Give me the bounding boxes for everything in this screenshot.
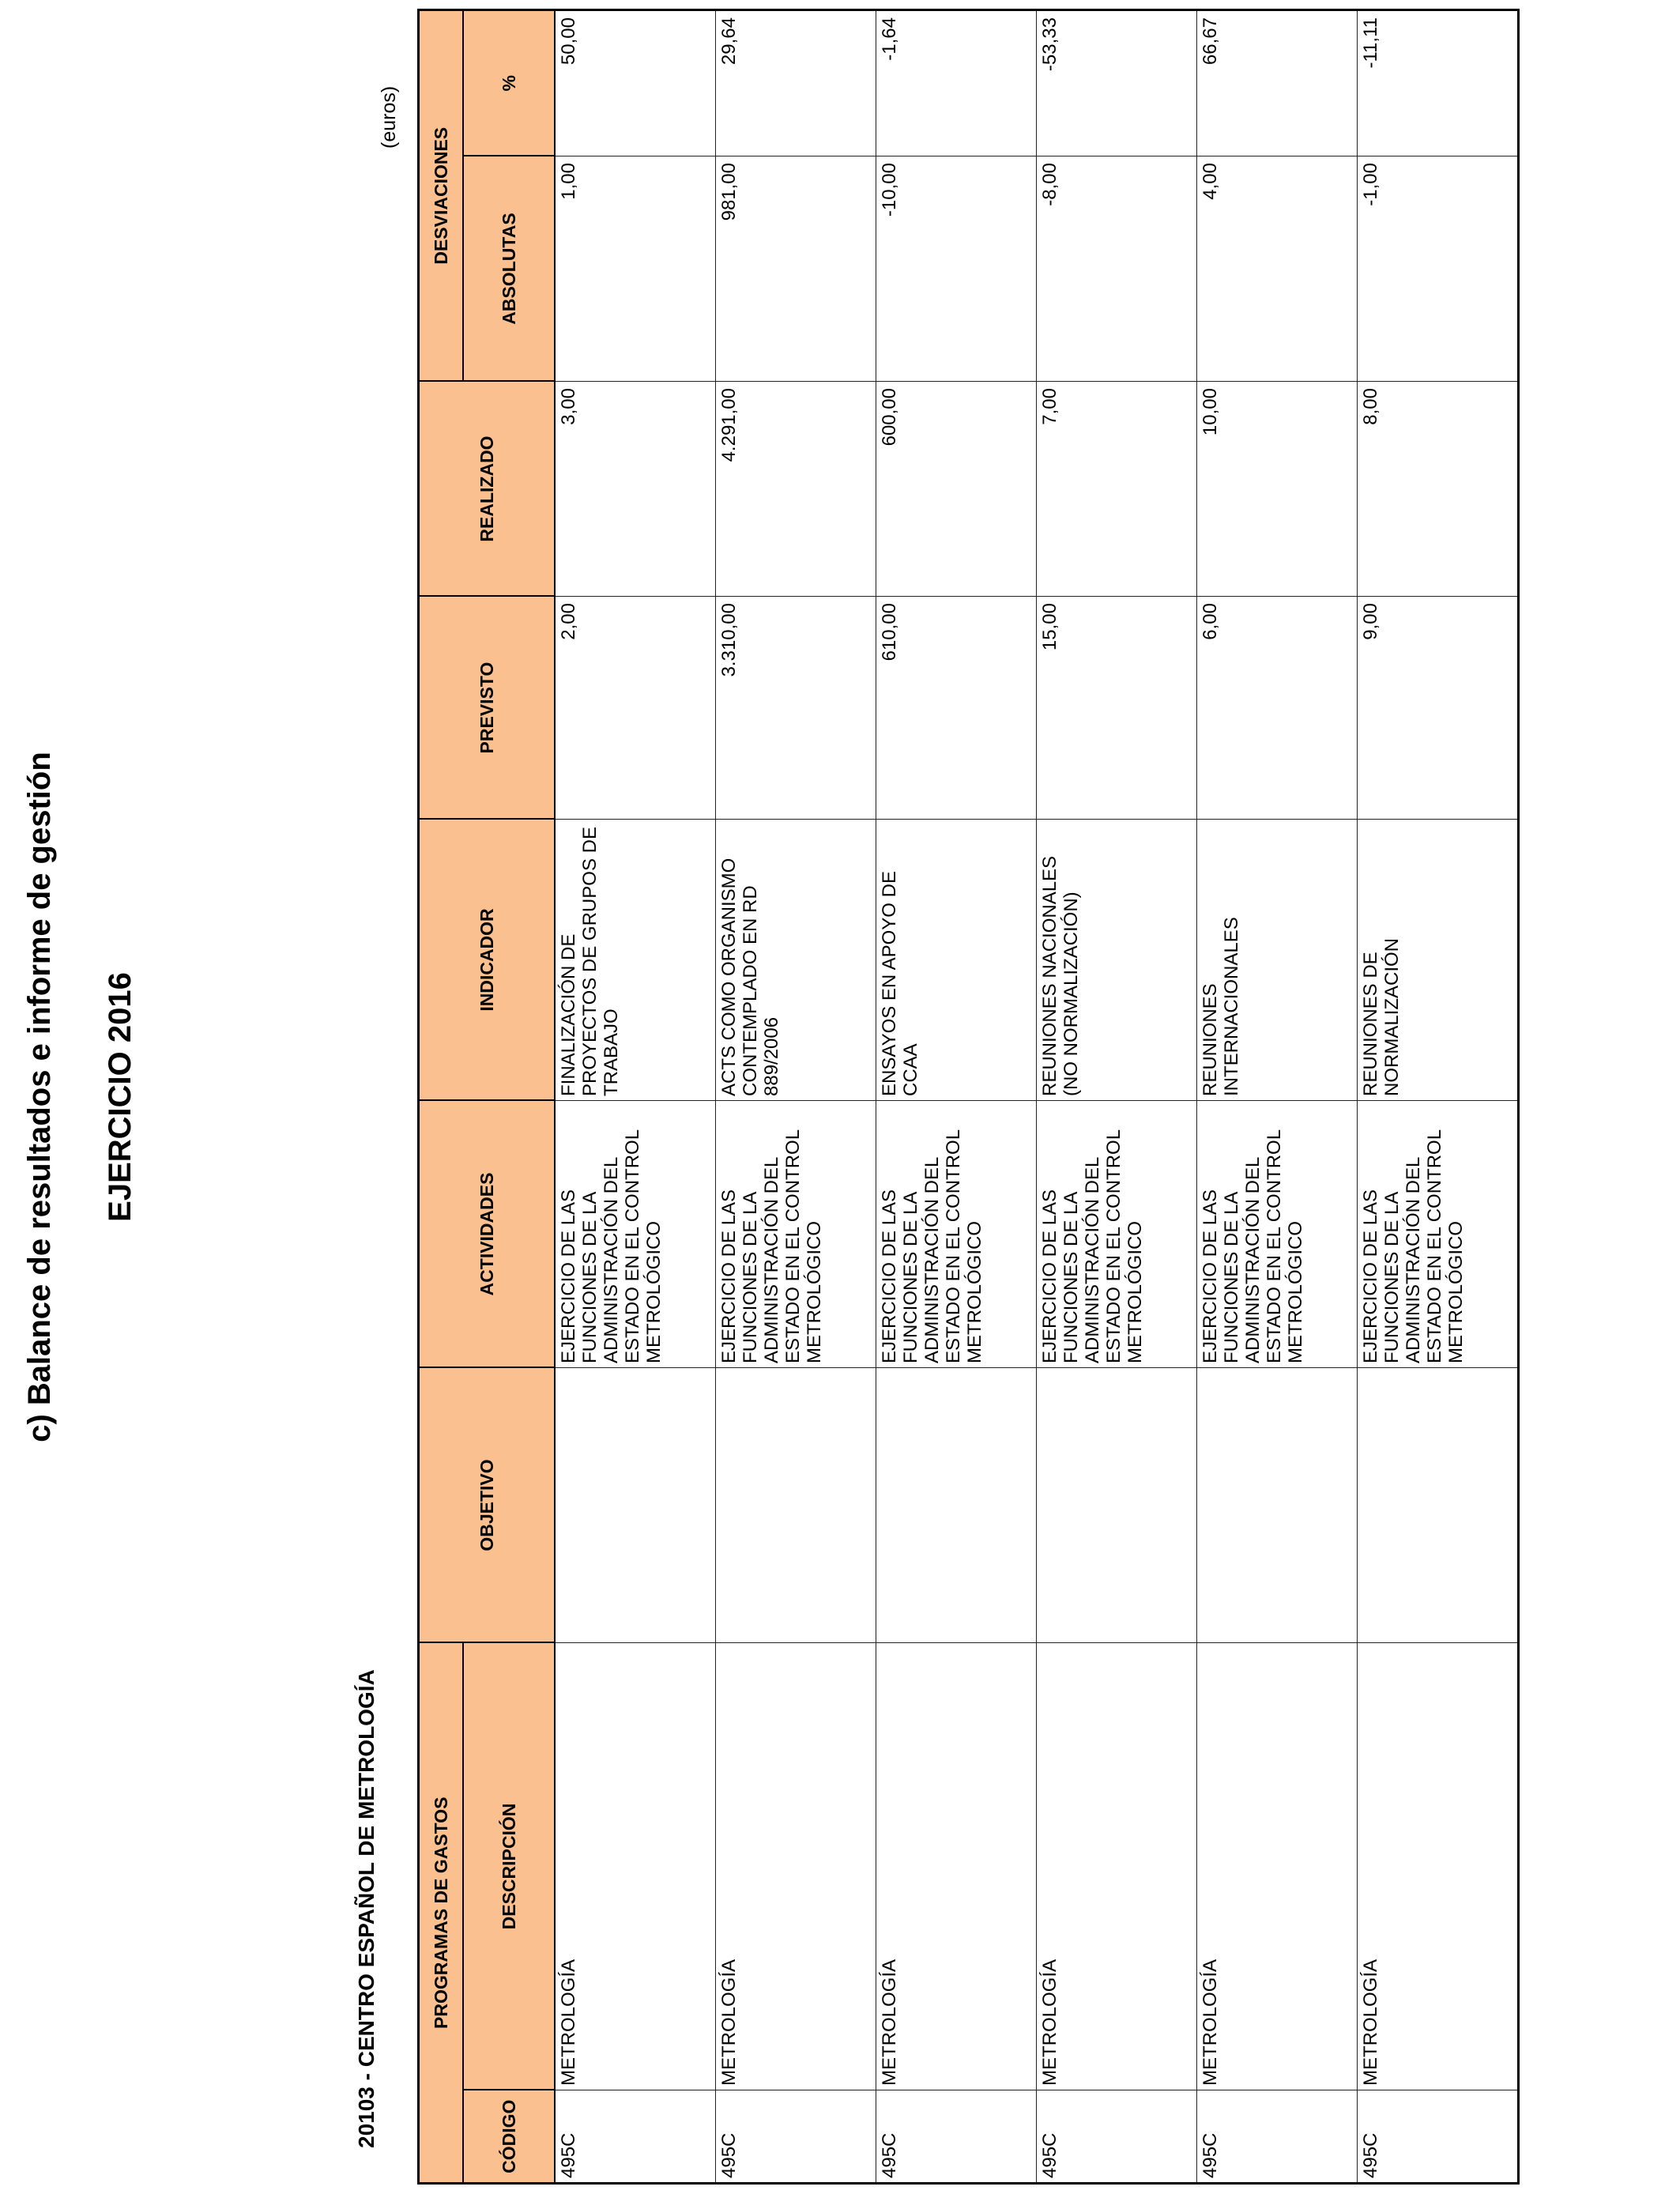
table-row — [555, 10, 716, 2184]
cell-actividades: EJERCICIO DE LAS FUNCIONES DE LA ADMINISTRACIÓN DEL ESTADO EN EL CONTROL METROLÓGICO — [876, 1101, 1037, 1368]
organization-title: 20103 - CENTRO ESPAÑOL DE METROLOGÍA — [354, 1669, 379, 2148]
cell-codigo: 495C — [1358, 2090, 1519, 2184]
cell-realizado: 3,00 — [555, 382, 716, 597]
cell-objetivo — [716, 1368, 876, 1643]
cell-objetivo — [1197, 1368, 1358, 1643]
cell-descripcion: METROLOGÍA — [1358, 1643, 1519, 2090]
cell-indicador: ACTS COMO ORGANISMO CONTEMPLADO EN RD 889/2006 — [716, 820, 876, 1101]
cell-indicador: FINALIZACIÓN DE PROYECTOS DE GRUPOS DE TRABAJO — [555, 820, 716, 1101]
cell-realizado: 7,00 — [1037, 382, 1197, 597]
cell-objetivo — [876, 1368, 1037, 1643]
cell-previsto: 15,00 — [1037, 597, 1197, 820]
cell-previsto: 610,00 — [876, 597, 1037, 820]
cell-realizado: 600,00 — [876, 382, 1037, 597]
table-row — [876, 10, 1037, 2184]
table-row — [1358, 10, 1519, 2184]
cell-previsto: 3.310,00 — [716, 597, 876, 820]
cell-descripcion: METROLOGÍA — [716, 1643, 876, 2090]
results-table — [417, 9, 1520, 2185]
cell-pct: 66,67 — [1197, 10, 1358, 156]
cell-absolutas: -8,00 — [1037, 156, 1197, 382]
col-header-previsto: PREVISTO — [419, 597, 556, 820]
group-header-desviaciones: DESVIACIONES — [419, 10, 464, 382]
cell-descripcion: METROLOGÍA — [1197, 1643, 1358, 2090]
cell-actividades: EJERCICIO DE LAS FUNCIONES DE LA ADMINISTRACIÓN DEL ESTADO EN EL CONTROL METROLÓGICO — [1037, 1101, 1197, 1368]
cell-realizado: 4.291,00 — [716, 382, 876, 597]
cell-indicador: REUNIONES DE NORMALIZACIÓN — [1358, 820, 1519, 1101]
table-body — [555, 10, 1519, 2184]
col-header-pct: % — [463, 10, 555, 156]
cell-previsto: 6,00 — [1197, 597, 1358, 820]
cell-pct: -1,64 — [876, 10, 1037, 156]
col-header-realizado: REALIZADO — [419, 382, 556, 597]
cell-previsto: 9,00 — [1358, 597, 1519, 820]
cell-pct: -11,11 — [1358, 10, 1519, 156]
cell-pct: 50,00 — [555, 10, 716, 156]
cell-descripcion: METROLOGÍA — [876, 1643, 1037, 2090]
cell-descripcion: METROLOGÍA — [1037, 1643, 1197, 2090]
col-header-descripcion: DESCRIPCIÓN — [463, 1643, 555, 2090]
cell-indicador: ENSAYOS EN APOYO DE CCAA — [876, 820, 1037, 1101]
col-header-actividades: ACTIVIDADES — [419, 1101, 556, 1368]
cell-absolutas: 4,00 — [1197, 156, 1358, 382]
cell-actividades: EJERCICIO DE LAS FUNCIONES DE LA ADMINISTRACIÓN DEL ESTADO EN EL CONTROL METROLÓGICO — [1358, 1101, 1519, 1368]
cell-actividades: EJERCICIO DE LAS FUNCIONES DE LA ADMINISTRACIÓN DEL ESTADO EN EL CONTROL METROLÓGICO — [716, 1101, 876, 1368]
cell-objetivo — [1358, 1368, 1519, 1643]
col-header-codigo: CÓDIGO — [463, 2090, 555, 2184]
cell-pct: 29,64 — [716, 10, 876, 156]
group-header-programas: PROGRAMAS DE GASTOS — [419, 1643, 464, 2184]
cell-previsto: 2,00 — [555, 597, 716, 820]
cell-pct: -53,33 — [1037, 10, 1197, 156]
cell-objetivo — [555, 1368, 716, 1643]
cell-absolutas: 1,00 — [555, 156, 716, 382]
col-header-objetivo: OBJETIVO — [419, 1368, 556, 1643]
cell-codigo: 495C — [1197, 2090, 1358, 2184]
document-title: c) Balance de resultados e informe de gestión — [22, 752, 57, 1442]
cell-codigo: 495C — [555, 2090, 716, 2184]
cell-absolutas: -1,00 — [1358, 156, 1519, 382]
cell-indicador: REUNIONES INTERNACIONALES — [1197, 820, 1358, 1101]
document-subtitle: EJERCICIO 2016 — [103, 972, 137, 1222]
cell-descripcion: METROLOGÍA — [555, 1643, 716, 2090]
cell-absolutas: 981,00 — [716, 156, 876, 382]
table-row — [1037, 10, 1197, 2184]
cell-indicador: REUNIONES NACIONALES (NO NORMALIZACIÓN) — [1037, 820, 1197, 1101]
cell-realizado: 10,00 — [1197, 382, 1358, 597]
cell-objetivo — [1037, 1368, 1197, 1643]
cell-actividades: EJERCICIO DE LAS FUNCIONES DE LA ADMINISTRACIÓN DEL ESTADO EN EL CONTROL METROLÓGICO — [1197, 1101, 1358, 1368]
cell-codigo: 495C — [1037, 2090, 1197, 2184]
cell-absolutas: -10,00 — [876, 156, 1037, 382]
cell-realizado: 8,00 — [1358, 382, 1519, 597]
table-row — [716, 10, 876, 2184]
units-note: (euros) — [378, 85, 400, 149]
cell-actividades: EJERCICIO DE LAS FUNCIONES DE LA ADMINISTRACIÓN DEL ESTADO EN EL CONTROL METROLÓGICO — [555, 1101, 716, 1368]
cell-codigo: 495C — [716, 2090, 876, 2184]
col-header-indicador: INDICADOR — [419, 820, 556, 1101]
cell-codigo: 495C — [876, 2090, 1037, 2184]
table-row — [1197, 10, 1358, 2184]
col-header-absolutas: ABSOLUTAS — [463, 156, 555, 382]
